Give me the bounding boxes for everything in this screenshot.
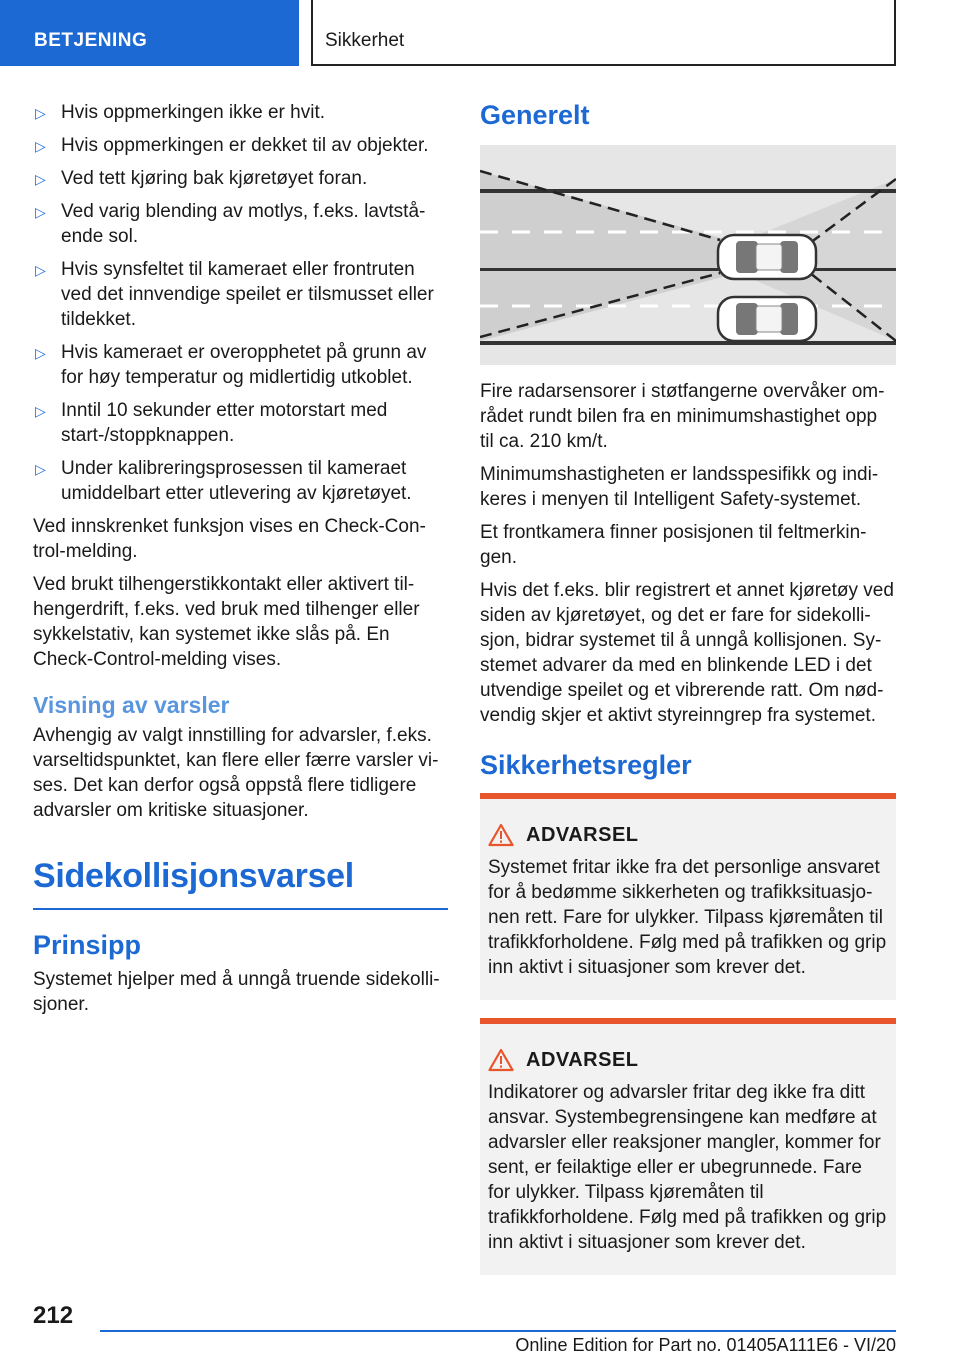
- triangle-bullet-icon: ▷: [35, 105, 46, 121]
- sikkerhet-heading: Sikkerhetsregler: [480, 750, 692, 780]
- prinsipp-paragraph: Systemet hjelper med å unngå truende sidekollisjoner.: [33, 969, 440, 1015]
- radar-coverage-diagram: [480, 145, 896, 365]
- restricted-function-paragraph: Ved innskrenket funksjon vises en Check-Control-melding.: [33, 516, 426, 562]
- prinsipp-heading: Prinsipp: [33, 930, 142, 960]
- ego-car-icon: [718, 235, 816, 279]
- list-item: ▷ Ved varig blending av motlys, f.eks. lavtstående sol.: [35, 201, 426, 247]
- list-item: ▷ Inntil 10 sekunder etter motorstart med start-/stoppknappen.: [35, 400, 388, 446]
- right-column: [480, 100, 896, 1287]
- triangle-bullet-icon: ▷: [35, 138, 46, 154]
- warning-triangle-icon: [488, 1048, 514, 1072]
- main-heading: Sidekollisjonsvarsel: [33, 857, 448, 910]
- warning-1-title: ADVARSEL: [526, 823, 639, 846]
- header-section-tab: [0, 0, 299, 66]
- warning-triangle-icon: [488, 823, 514, 847]
- triangle-bullet-icon: ▷: [35, 171, 46, 187]
- list-item: ▷ Hvis kameraet er overopphetet på grunn av for høy temperatur og midlertidig utkoblet.: [35, 342, 427, 388]
- triangle-bullet-icon: ▷: [35, 204, 46, 220]
- warning-box-2: [480, 1018, 896, 1275]
- visning-paragraph: Avhengig av valgt innstilling for advarsler, f.eks. varseltidspunktet, kan flere eller færre varsler vises. Det kan derfor også oppstå flere tidligere advarsler om kritiske situasjoner.: [33, 725, 439, 821]
- generelt-heading: Generelt: [480, 100, 590, 130]
- list-item: ▷ Hvis oppmerkingen ikke er hvit.: [33, 100, 448, 125]
- limitation-list: [33, 100, 448, 506]
- list-item: ▷ Hvis oppmerkingen er dekket til av objekter.: [33, 133, 448, 158]
- warning-1-text: Systemet fritar ikke fra det personlige ansvaret for å bedømme sikkerheten og trafikksituasjonen rett. Fare for ulykker. Tilpass kjøremåten til trafikkforholdene. Følg med på trafikken og grip inn aktivt i situasjoner som krever det.: [488, 857, 887, 978]
- footer-divider: [100, 1330, 896, 1332]
- footer-edition: Online Edition for Part no. 01405A111E6 - VI/20: [515, 1335, 896, 1355]
- header-section-label: BETJENING: [34, 30, 148, 51]
- adjacent-car-icon: [718, 297, 816, 341]
- warning-2-text: Indikatorer og advarsler fritar deg ikke fra ditt ansvar. Systembegrensingene kan medføre at advarsler eller reaksjoner mangler, kommer for sent, er feilaktige eller er ubegrunnede. Fare for ulykker. Tilpass kjøremåten til trafikkforholdene. Følg med på trafikken og grip inn aktivt i situasjoner som krever det.: [488, 1082, 887, 1253]
- page-number: 212: [33, 1302, 74, 1329]
- list-item: ▷ Hvis synsfeltet til kameraet eller frontruten ved det innvendige speilet er tilsmusset eller tildekket.: [35, 259, 434, 330]
- list-item: ▷ Ved tett kjøring bak kjøretøyet foran.: [33, 166, 448, 191]
- triangle-bullet-icon: ▷: [35, 461, 46, 477]
- triangle-bullet-icon: ▷: [35, 403, 46, 419]
- triangle-bullet-icon: ▷: [35, 262, 46, 278]
- warning-box-1: [480, 793, 896, 1000]
- trailer-paragraph: Ved brukt tilhengerstikkontakt eller aktivert tilhengerdrift, f.eks. ved bruk med tilhenger eller sykkelstativ, kan systemet ikke slås på. En Check-Control-melding vises.: [33, 574, 420, 670]
- warning-behaviour-paragraph: Hvis det f.eks. blir registrert et annet kjøretøy ved siden av kjøretøyet, og det er fare for sidekollisjon, bidrar systemet til å unngå kollisjonen. Systemet advarer da med en blinkende LED i det utvendige speilet og et vibrerende ratt. Om nødvendig skjer et aktivt styreinngrep fra systemet.: [480, 580, 894, 726]
- left-column: [33, 100, 448, 1025]
- warning-2-title: ADVARSEL: [526, 1048, 639, 1071]
- camera-paragraph: Et frontkamera finner posisjonen til feltmerkingen.: [480, 522, 867, 568]
- list-item: ▷ Under kalibreringsprosessen til kameraet umiddelbart etter utlevering av kjøretøyet.: [35, 458, 412, 504]
- radar-paragraph: Fire radarsensorer i støtfangerne overvåker området rundt bilen fra en minimumshastighet opp til ca. 210 km/t.: [480, 381, 885, 452]
- header-chapter-tab: [311, 0, 896, 66]
- triangle-bullet-icon: ▷: [35, 345, 46, 361]
- header-chapter-label: Sikkerhet: [325, 30, 405, 51]
- min-speed-paragraph: Minimumshastigheten er landsspesifikk og indikeres i menyen til Intelligent Safety-systemet.: [480, 464, 879, 510]
- visning-heading: Visning av varsler: [33, 692, 230, 718]
